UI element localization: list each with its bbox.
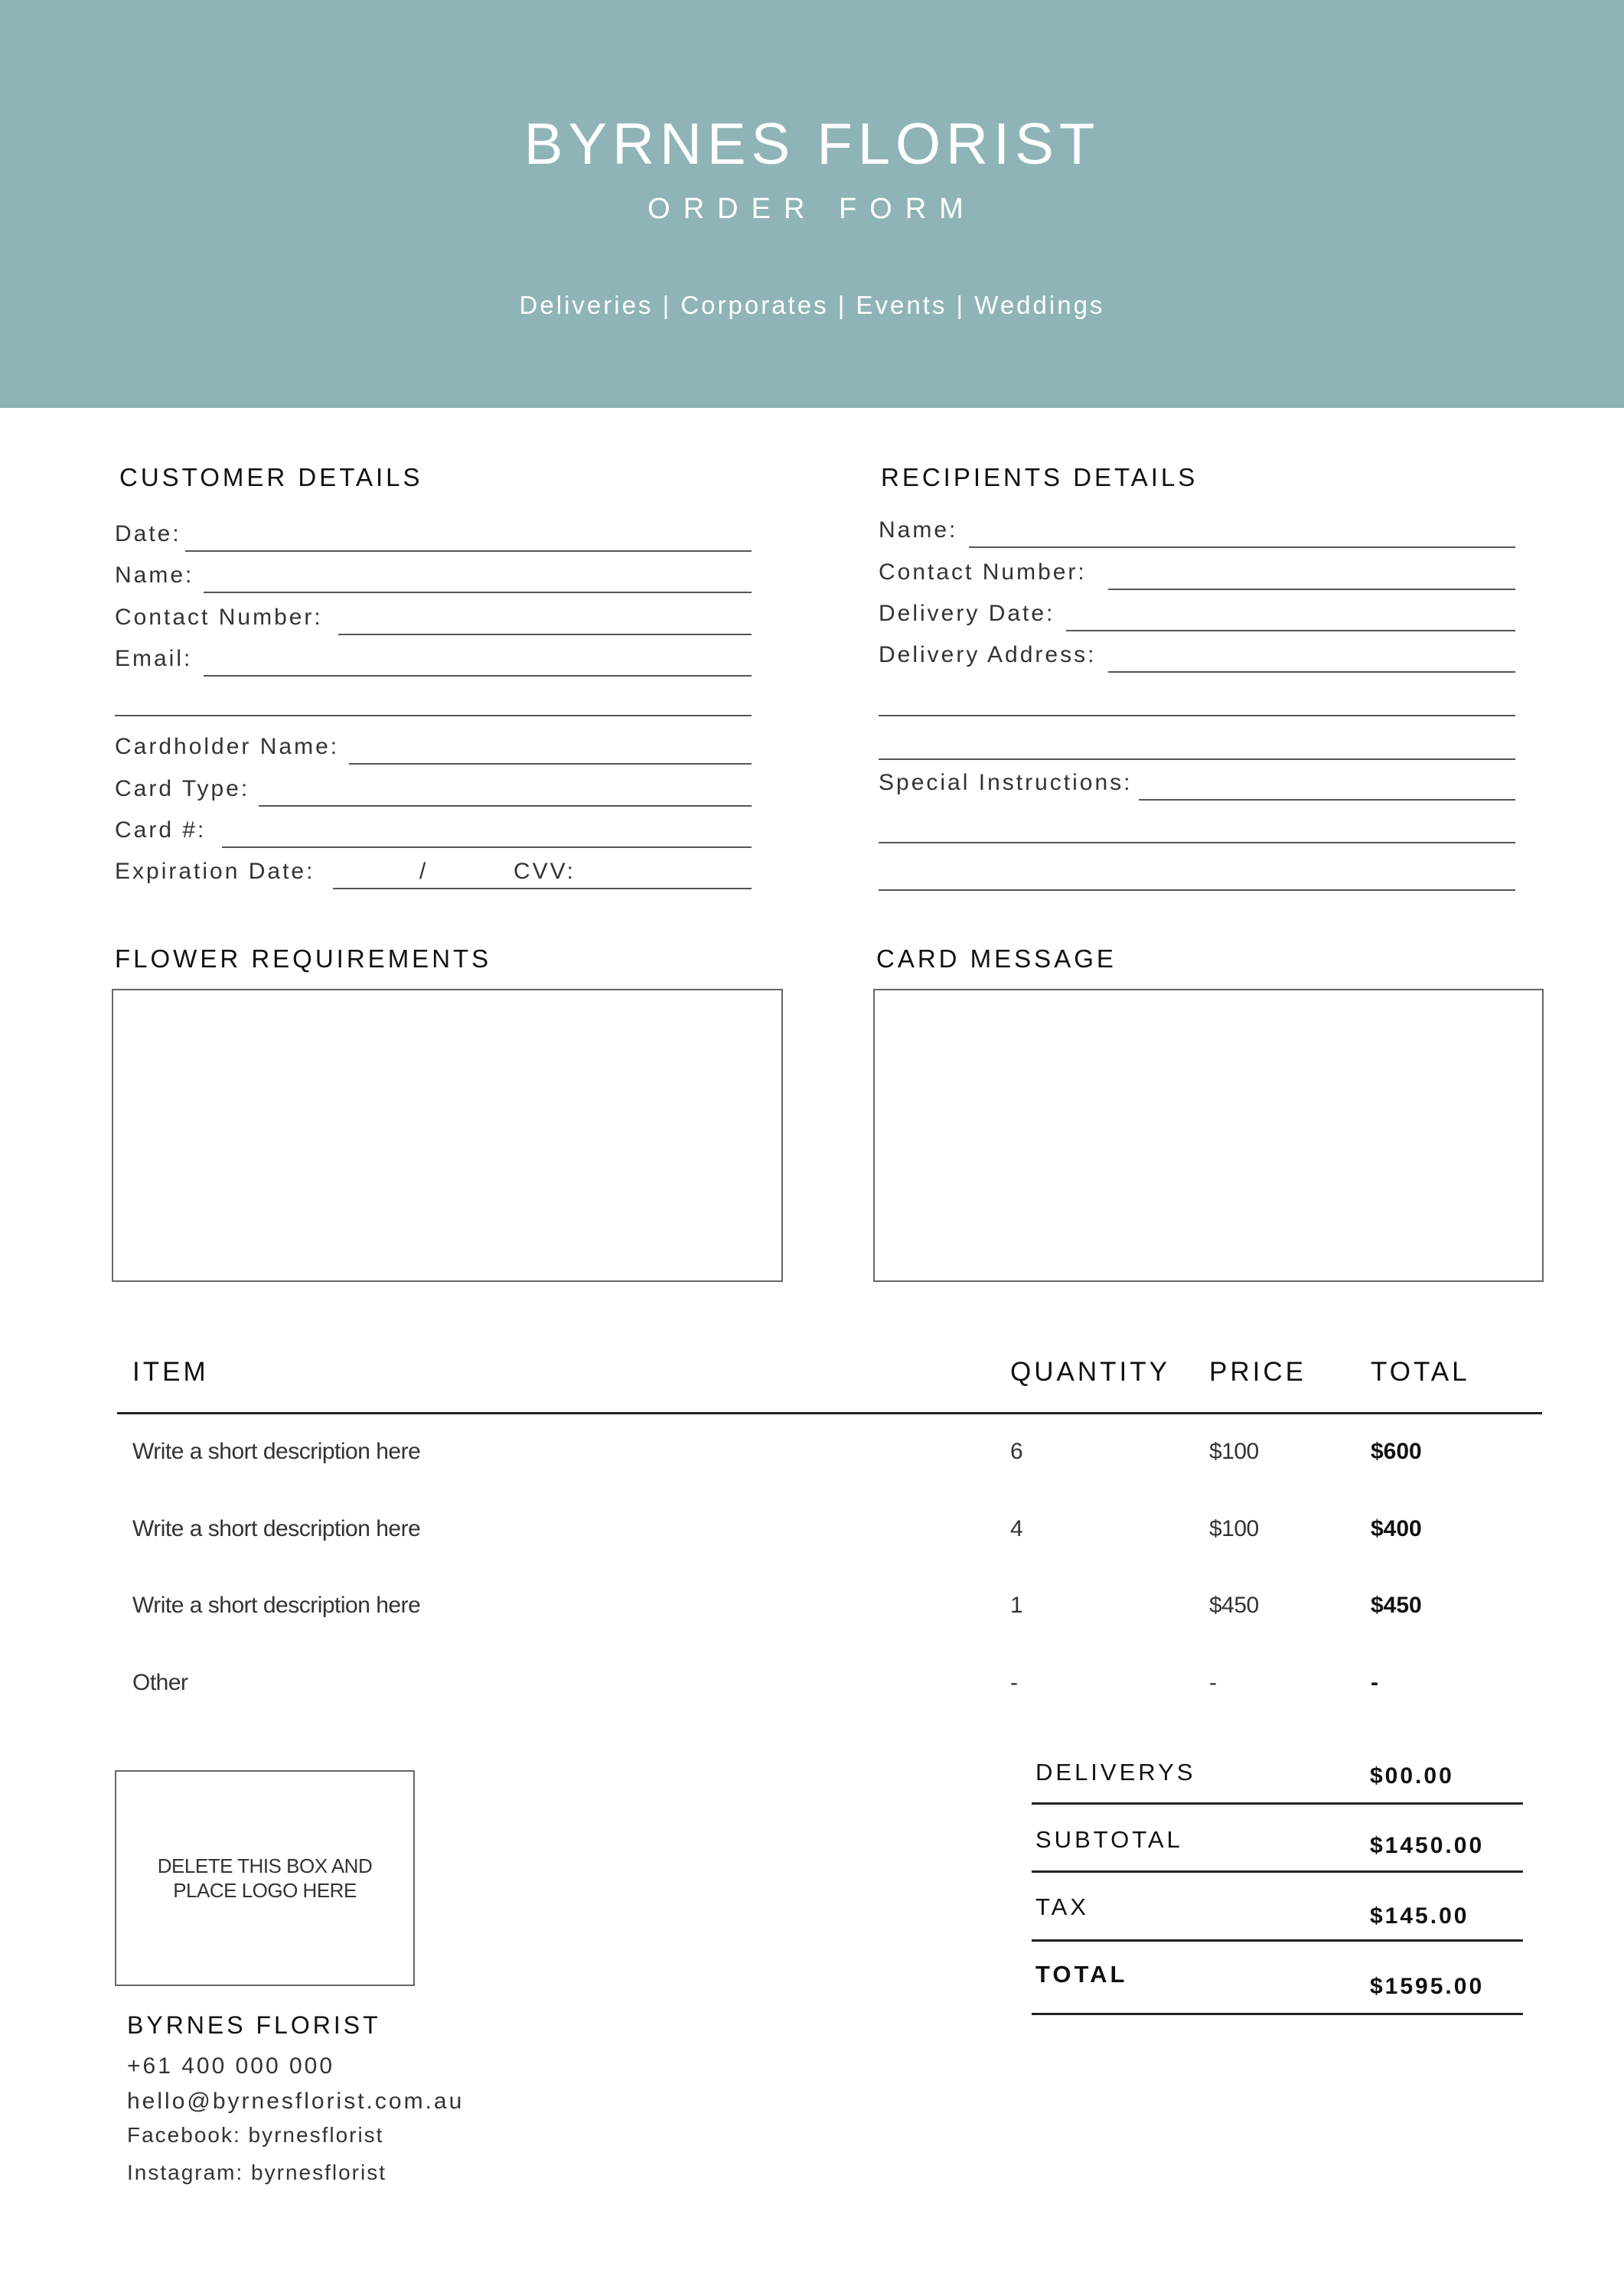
form-subtitle: ORDER FORM [647,193,977,225]
footer-phone: +61 400 000 000 [127,2053,335,2079]
customer-email-field[interactable] [115,643,752,677]
field-label: Card Type: [115,776,250,801]
recipients-details-heading: RECIPIENTS DETAILS [881,463,1198,491]
input-line [222,846,752,848]
price-cell: $100 [1209,1516,1259,1541]
input-line [204,675,752,677]
cardholder-name-field[interactable] [115,731,752,765]
customer-extra-line[interactable] [115,715,752,716]
price-column-header: PRICE [1209,1357,1306,1387]
quantity-cell: 6 [1010,1439,1023,1464]
flower-requirements-heading: FLOWER REQUIREMENTS [115,944,492,973]
field-label: Special Instructions: [879,770,1133,795]
summary-rule [1032,2013,1523,2015]
special-instructions-field[interactable] [879,767,1515,801]
footer-instagram: Instagram: byrnesflorist [127,2161,386,2184]
tax-label: TAX [1035,1893,1089,1920]
services-list: Deliveries | Corporates | Events | Weddings [519,291,1105,319]
field-label: Delivery Address: [879,642,1097,667]
input-line [969,546,1515,548]
item-cell: Other [132,1670,188,1695]
input-line [338,634,752,635]
field-label: Name: [879,517,958,543]
input-line [1066,630,1515,631]
quantity-cell: 4 [1010,1516,1023,1541]
tax-value: $145.00 [1370,1903,1469,1929]
brand-title: BYRNES FLORIST [523,112,1101,177]
recipient-contact-field[interactable] [879,556,1515,590]
deliverys-label: DELIVERYS [1035,1759,1196,1786]
delivery-address-line-3[interactable] [879,758,1515,760]
deliverys-value: $00.00 [1370,1763,1454,1789]
field-label: Name: [115,563,194,588]
delivery-address-field[interactable] [879,639,1515,673]
item-cell: Write a short description here [132,1516,421,1541]
delivery-date-field[interactable] [879,598,1515,631]
input-line [204,592,752,593]
total-cell: $450 [1371,1593,1422,1618]
quantity-cell: 1 [1010,1593,1023,1618]
field-label: Expiration Date: [115,859,315,884]
expiration-date-field[interactable] [115,856,752,889]
field-label: Card #: [115,817,207,843]
card-type-field[interactable] [115,773,752,807]
input-line [1139,799,1515,801]
delivery-address-line-2[interactable] [879,715,1515,716]
input-line [349,763,752,765]
flower-requirements-box[interactable] [112,989,783,1282]
quantity-cell: - [1010,1670,1018,1695]
field-label: Date: [115,521,181,546]
summary-rule [1032,1802,1523,1805]
field-label: Delivery Date: [879,601,1055,626]
price-cell: $100 [1209,1439,1259,1464]
quantity-column-header: QUANTITY [1010,1357,1170,1387]
total-value: $1595.00 [1370,1974,1485,1999]
footer-business-name: BYRNES FLORIST [127,2011,381,2039]
field-label: Email: [115,646,193,671]
table-header-rule [117,1412,1542,1414]
logo-placeholder-text: DELETE THIS BOX AND PLACE LOGO HERE [157,1854,373,1902]
expiration-separator: / [419,859,429,884]
footer-facebook: Facebook: byrnesflorist [127,2123,384,2147]
total-cell: $600 [1371,1439,1422,1464]
logo-placeholder-box[interactable] [115,1770,415,1986]
recipient-name-field[interactable] [879,514,1515,548]
item-cell: Write a short description here [132,1439,421,1464]
input-line [333,888,752,889]
subtotal-value: $1450.00 [1370,1833,1485,1858]
input-line [1108,671,1515,673]
total-cell: $400 [1371,1516,1422,1541]
total-label: TOTAL [1035,1961,1128,1988]
footer-email: hello@byrnesflorist.com.au [127,2089,465,2114]
summary-rule [1032,1939,1523,1942]
customer-details-heading: CUSTOMER DETAILS [119,463,423,491]
special-instructions-line-2[interactable] [879,842,1515,843]
price-cell: - [1209,1670,1217,1695]
item-cell: Write a short description here [132,1593,421,1618]
customer-name-field[interactable] [115,559,752,593]
special-instructions-line-3[interactable] [879,889,1515,891]
customer-contact-field[interactable] [115,602,752,635]
total-cell: - [1371,1670,1378,1695]
customer-date-field[interactable] [115,518,752,552]
item-column-header: ITEM [132,1357,209,1387]
input-line [185,550,752,552]
total-column-header: TOTAL [1371,1357,1470,1387]
card-number-field[interactable] [115,814,752,848]
card-message-box[interactable] [873,989,1544,1282]
summary-rule [1032,1870,1523,1873]
subtotal-label: SUBTOTAL [1035,1826,1183,1853]
input-line [1108,589,1515,590]
field-label: Cardholder Name: [115,734,340,759]
input-line [259,805,752,807]
cvv-label: CVV: [514,859,576,884]
card-message-heading: CARD MESSAGE [876,944,1117,973]
field-label: Contact Number: [115,605,323,630]
field-label: Contact Number: [879,559,1087,585]
price-cell: $450 [1209,1593,1259,1618]
